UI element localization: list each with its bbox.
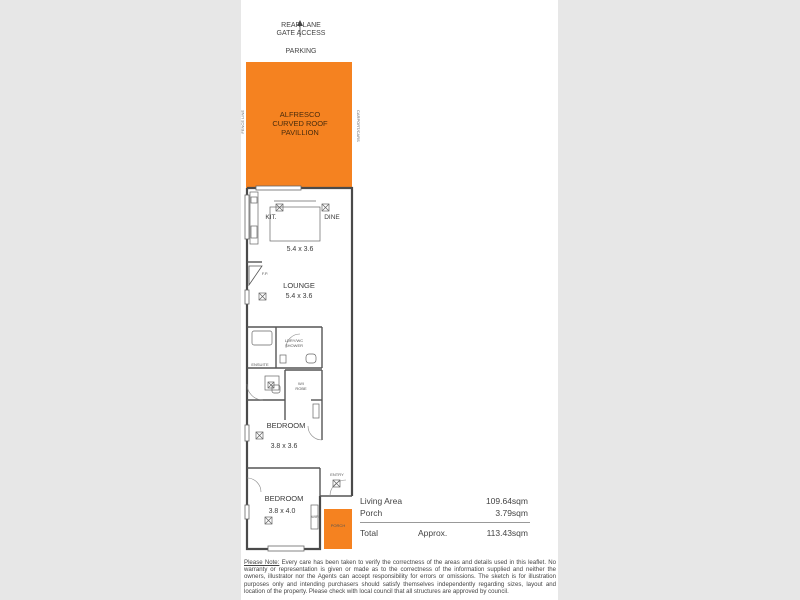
porch-label: PORCH — [330, 523, 346, 528]
area-value: 3.79sqm — [495, 508, 528, 518]
kitchen-label: KIT. — [265, 214, 277, 221]
disclaimer-body: Every care has been taken to verify the correctness of the areas and details used in this leaflet. No warranty or representation is given or made as to the correctness of the information supplied and neither the owners, illustrator nor the Agents can accept responsibility for errors or omissions. The sketch is for illustration purposes only and intending purchasers should satisfy themselves independently regarding sizes, layout and location of the property. Please check with local council that all structures are approved by council. — [244, 559, 556, 595]
area-row-living — [360, 496, 530, 508]
left-fence-label: FENCE LINE — [240, 110, 245, 134]
area-separator-row — [360, 520, 530, 528]
area-divider — [360, 522, 530, 523]
lounge-dims: 5.4 x 3.6 — [285, 293, 313, 300]
fireplace-label: F.P. — [261, 271, 269, 276]
parking-label: PARKING — [285, 48, 317, 55]
right-carport-label: CARPORT/CARS — [356, 110, 361, 142]
area-row-porch — [360, 508, 530, 520]
total-qualifier: Approx. — [418, 528, 448, 538]
total-label: Total — [360, 528, 378, 538]
laundry-label: LDRY/WC SHOWER — [284, 338, 304, 348]
porch-area — [324, 509, 352, 549]
area-label: Living Area — [360, 496, 403, 506]
bedroom2-label: BEDROOM — [264, 494, 304, 503]
kitchen-dims: 5.4 x 3.6 — [286, 246, 314, 253]
rear-lane-label: REAR LANE GATE ACCESS — [276, 22, 326, 37]
disclaimer — [244, 559, 556, 595]
dine-label: DINE — [324, 214, 340, 221]
pavilion-label: ALFRESCO CURVED ROOF PAVILLION — [272, 110, 328, 137]
disclaimer-heading: Please Note: — [244, 559, 280, 566]
bedroom1-label: BEDROOM — [266, 421, 306, 430]
area-row-total — [360, 528, 530, 540]
entry-label: ENTRY — [330, 472, 344, 477]
area-value: 109.64sqm — [485, 496, 528, 506]
lounge-label: LOUNGE — [283, 281, 315, 290]
wir-label: W/I ROBE — [295, 381, 307, 391]
kitchen-fixtures — [250, 192, 320, 244]
bedroom1-dims: 3.8 x 3.6 — [270, 443, 298, 450]
area-schedule — [360, 496, 530, 540]
area-label: Porch — [360, 508, 383, 518]
bedroom2-dims: 3.8 x 4.0 — [268, 508, 296, 515]
ensuite-label: ENSUITE — [251, 362, 269, 367]
total-value: 113.43sqm — [486, 528, 528, 538]
robe-label: WIR — [311, 514, 319, 519]
